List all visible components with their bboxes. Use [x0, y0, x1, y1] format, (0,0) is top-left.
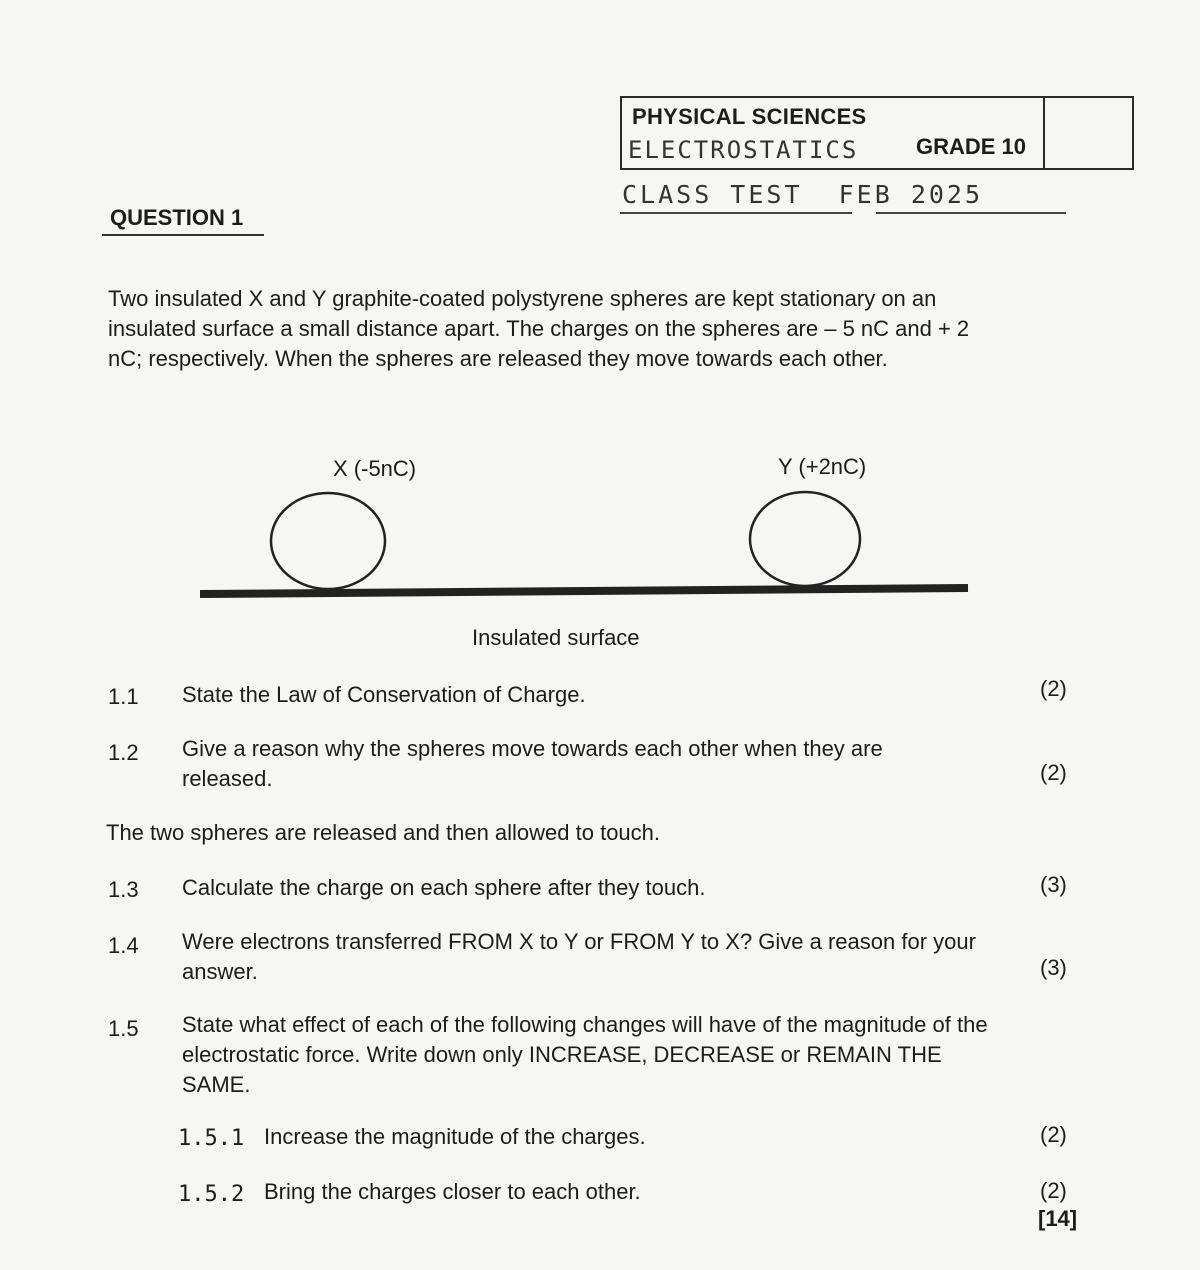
q1-5-number: 1.5: [108, 1016, 139, 1041]
q1-2-text: Give a reason why the spheres move towards each other when they are released.: [182, 736, 883, 791]
surface-label: Insulated surface: [472, 625, 640, 650]
q1-5-1-number: 1.5.1: [178, 1126, 245, 1151]
q1-1-text: State the Law of Conservation of Charge.: [182, 682, 586, 707]
q1-1-marks: (2): [1040, 676, 1067, 701]
subject-title: PHYSICAL SCIENCES: [632, 104, 867, 129]
q1-5-1-marks: (2): [1040, 1122, 1067, 1147]
q1-3-number: 1.3: [108, 877, 139, 902]
sphere-y-label: Y (+2nC): [778, 454, 867, 479]
q1-4-text: Were electrons transferred FROM X to Y or FROM Y to X? Give a reason for your answer.: [182, 929, 976, 984]
test-date: FEB 2025: [838, 180, 984, 209]
sphere-diagram: [0, 0, 1200, 620]
sphere-y: [750, 492, 860, 586]
question-total-marks: [14]: [1038, 1206, 1078, 1231]
q1-3-text: Calculate the charge on each sphere after they touch.: [182, 875, 706, 900]
q1-5-text: State what effect of each of the following changes will have of the magnitude of the electrostatic force. Write down only INCREASE, DECREASE or REMAIN THE SAME.: [182, 1012, 988, 1097]
question-intro: Two insulated X and Y graphite-coated polystyrene spheres are kept stationary on an insulated surface a small distance apart. The charges on the spheres are – 5 nC and + 2 nC; respectively. When the spheres are released they move towards each other.: [108, 286, 970, 371]
q1-4-number: 1.4: [108, 933, 139, 958]
q1-3-marks: (3): [1040, 872, 1067, 897]
q1-2-number: 1.2: [108, 740, 139, 765]
question-heading: QUESTION 1: [110, 205, 244, 230]
q1-5-2-number: 1.5.2: [178, 1182, 245, 1207]
q1-5-1-text: Increase the magnitude of the charges.: [264, 1124, 646, 1149]
grade-label: GRADE 10: [916, 134, 1027, 159]
q1-5-2-text: Bring the charges closer to each other.: [264, 1179, 641, 1204]
q1-4-marks: (3): [1040, 955, 1067, 980]
q1-2-marks: (2): [1040, 760, 1067, 785]
q1-1-number: 1.1: [108, 684, 139, 709]
between-text: The two spheres are released and then allowed to touch.: [106, 820, 661, 845]
sphere-x: [271, 493, 385, 589]
test-label: CLASS TEST: [622, 180, 803, 209]
topic-handwritten: ELECTROSTATICS: [628, 136, 859, 164]
sphere-x-label: X (-5nC): [333, 456, 417, 481]
q1-5-2-marks: (2): [1040, 1178, 1067, 1203]
